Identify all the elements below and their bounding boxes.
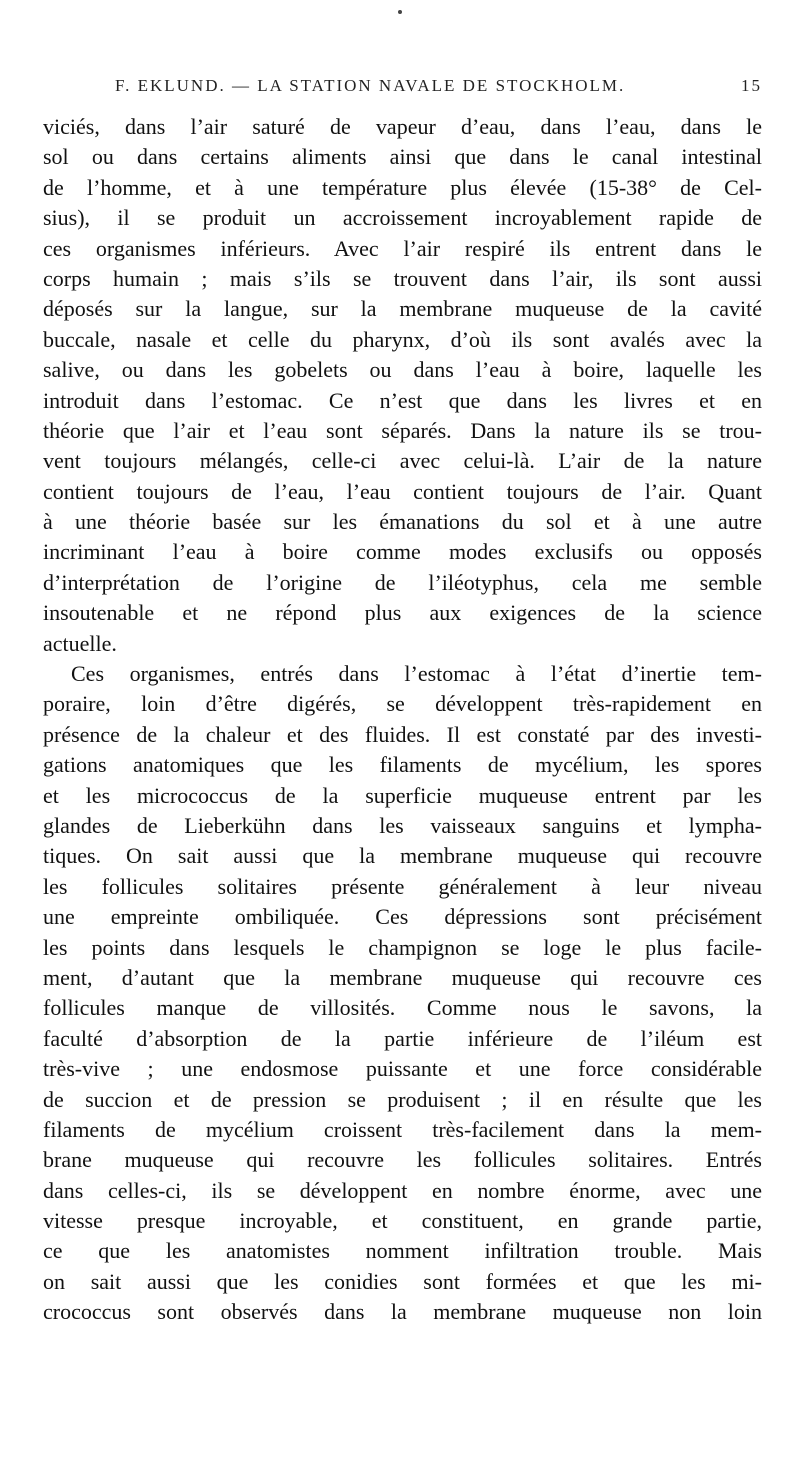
text-line: poraire, loin d’être digérés, se développent très-rapidement en: [43, 691, 762, 717]
text-line: brane muqueuse qui recouvre les follicules solitaires. Entrés: [43, 1147, 762, 1173]
running-title: F. EKLUND. — LA STATION NAVALE DE STOCKHOLM.: [115, 76, 626, 95]
text-line: faculté d’absorption de la partie inférieure de l’iléum est: [43, 1025, 762, 1051]
text-line: de succion et de pression se produisent ; il en résulte que les: [43, 1086, 762, 1112]
text-line: les follicules solitaires présente généralement à leur niveau: [43, 873, 762, 899]
text-line: théorie que l’air et l’eau sont séparés. Dans la nature ils se trou-: [43, 417, 762, 443]
text-line: actuelle.: [43, 630, 117, 656]
text-line: filaments de mycélium croissent très-facilement dans la mem-: [43, 1116, 762, 1142]
paragraph: [43, 659, 762, 1328]
text-line: incriminant l’eau à boire comme modes exclusifs ou opposés: [43, 539, 762, 565]
text-line: très-vive ; une endosmose puissante et une force considérable: [43, 1056, 762, 1082]
text-line: buccale, nasale et celle du pharynx, d’où ils sont avalés avec la: [43, 326, 762, 352]
text-line: salive, ou dans les gobelets ou dans l’eau à boire, laquelle les: [43, 357, 762, 383]
text-line: et les micrococcus de la superficie muqueuse entrent par les: [43, 782, 762, 808]
text-line: glandes de Lieberkühn dans les vaisseaux sanguins et lympha-: [43, 812, 762, 838]
speck-mark: [398, 10, 402, 14]
text-line: d’interprétation de l’origine de l’iléotyphus, cela me semble: [43, 569, 762, 595]
text-line: gations anatomiques que les filaments de mycélium, les spores: [43, 752, 762, 778]
text-line: insoutenable et ne répond plus aux exigences de la science: [43, 600, 762, 626]
text-line: Ces organismes, entrés dans l’estomac à l’état d’inertie tem-: [71, 661, 762, 687]
page-number: 15: [741, 76, 762, 95]
body-text: [43, 112, 762, 1328]
text-line: corps humain ; mais s’ils se trouvent dans l’air, ils sont aussi: [43, 265, 762, 291]
text-line: tiques. On sait aussi que la membrane muqueuse qui recouvre: [43, 843, 762, 869]
text-line: ces organismes inférieurs. Avec l’air respiré ils entrent dans le: [43, 235, 762, 261]
text-line: contient toujours de l’eau, l’eau contient toujours de l’air. Quant: [43, 478, 762, 504]
paragraph: [43, 112, 762, 659]
text-line: ce que les anatomistes nomment infiltration trouble. Mais: [43, 1238, 762, 1264]
text-line: vitesse presque incroyable, et constituent, en grande partie,: [43, 1208, 762, 1234]
text-line: une empreinte ombiliquée. Ces dépressions sont précisément: [43, 904, 762, 930]
text-line: déposés sur la langue, sur la membrane muqueuse de la cavité: [43, 296, 762, 322]
text-line: présence de la chaleur et des fluides. Il est constaté par des investi-: [43, 721, 762, 747]
text-line: vent toujours mélangés, celle-ci avec celui-là. L’air de la nature: [43, 448, 762, 474]
text-line: les points dans lesquels le champignon se loge le plus facile-: [43, 934, 762, 960]
running-header: [115, 76, 762, 106]
text-line: introduit dans l’estomac. Ce n’est que dans les livres et en: [43, 387, 762, 413]
text-line: on sait aussi que les conidies sont formées et que les mi-: [43, 1268, 762, 1294]
text-line: viciés, dans l’air saturé de vapeur d’eau, dans l’eau, dans le: [43, 114, 762, 139]
text-line: crococcus sont observés dans la membrane muqueuse non loin: [43, 1299, 762, 1325]
text-line: ment, d’autant que la membrane muqueuse qui recouvre ces: [43, 964, 762, 990]
text-line: sol ou dans certains aliments ainsi que dans le canal intestinal: [43, 144, 762, 170]
text-line: à une théorie basée sur les émanations du sol et à une autre: [43, 509, 762, 535]
text-line: de l’homme, et à une température plus élevée (15-38° de Cel-: [43, 174, 762, 200]
text-line: dans celles-ci, ils se développent en nombre énorme, avec une: [43, 1177, 762, 1203]
text-line: follicules manque de villosités. Comme nous le savons, la: [43, 995, 762, 1021]
text-line: sius), il se produit un accroissement incroyablement rapide de: [43, 205, 762, 231]
